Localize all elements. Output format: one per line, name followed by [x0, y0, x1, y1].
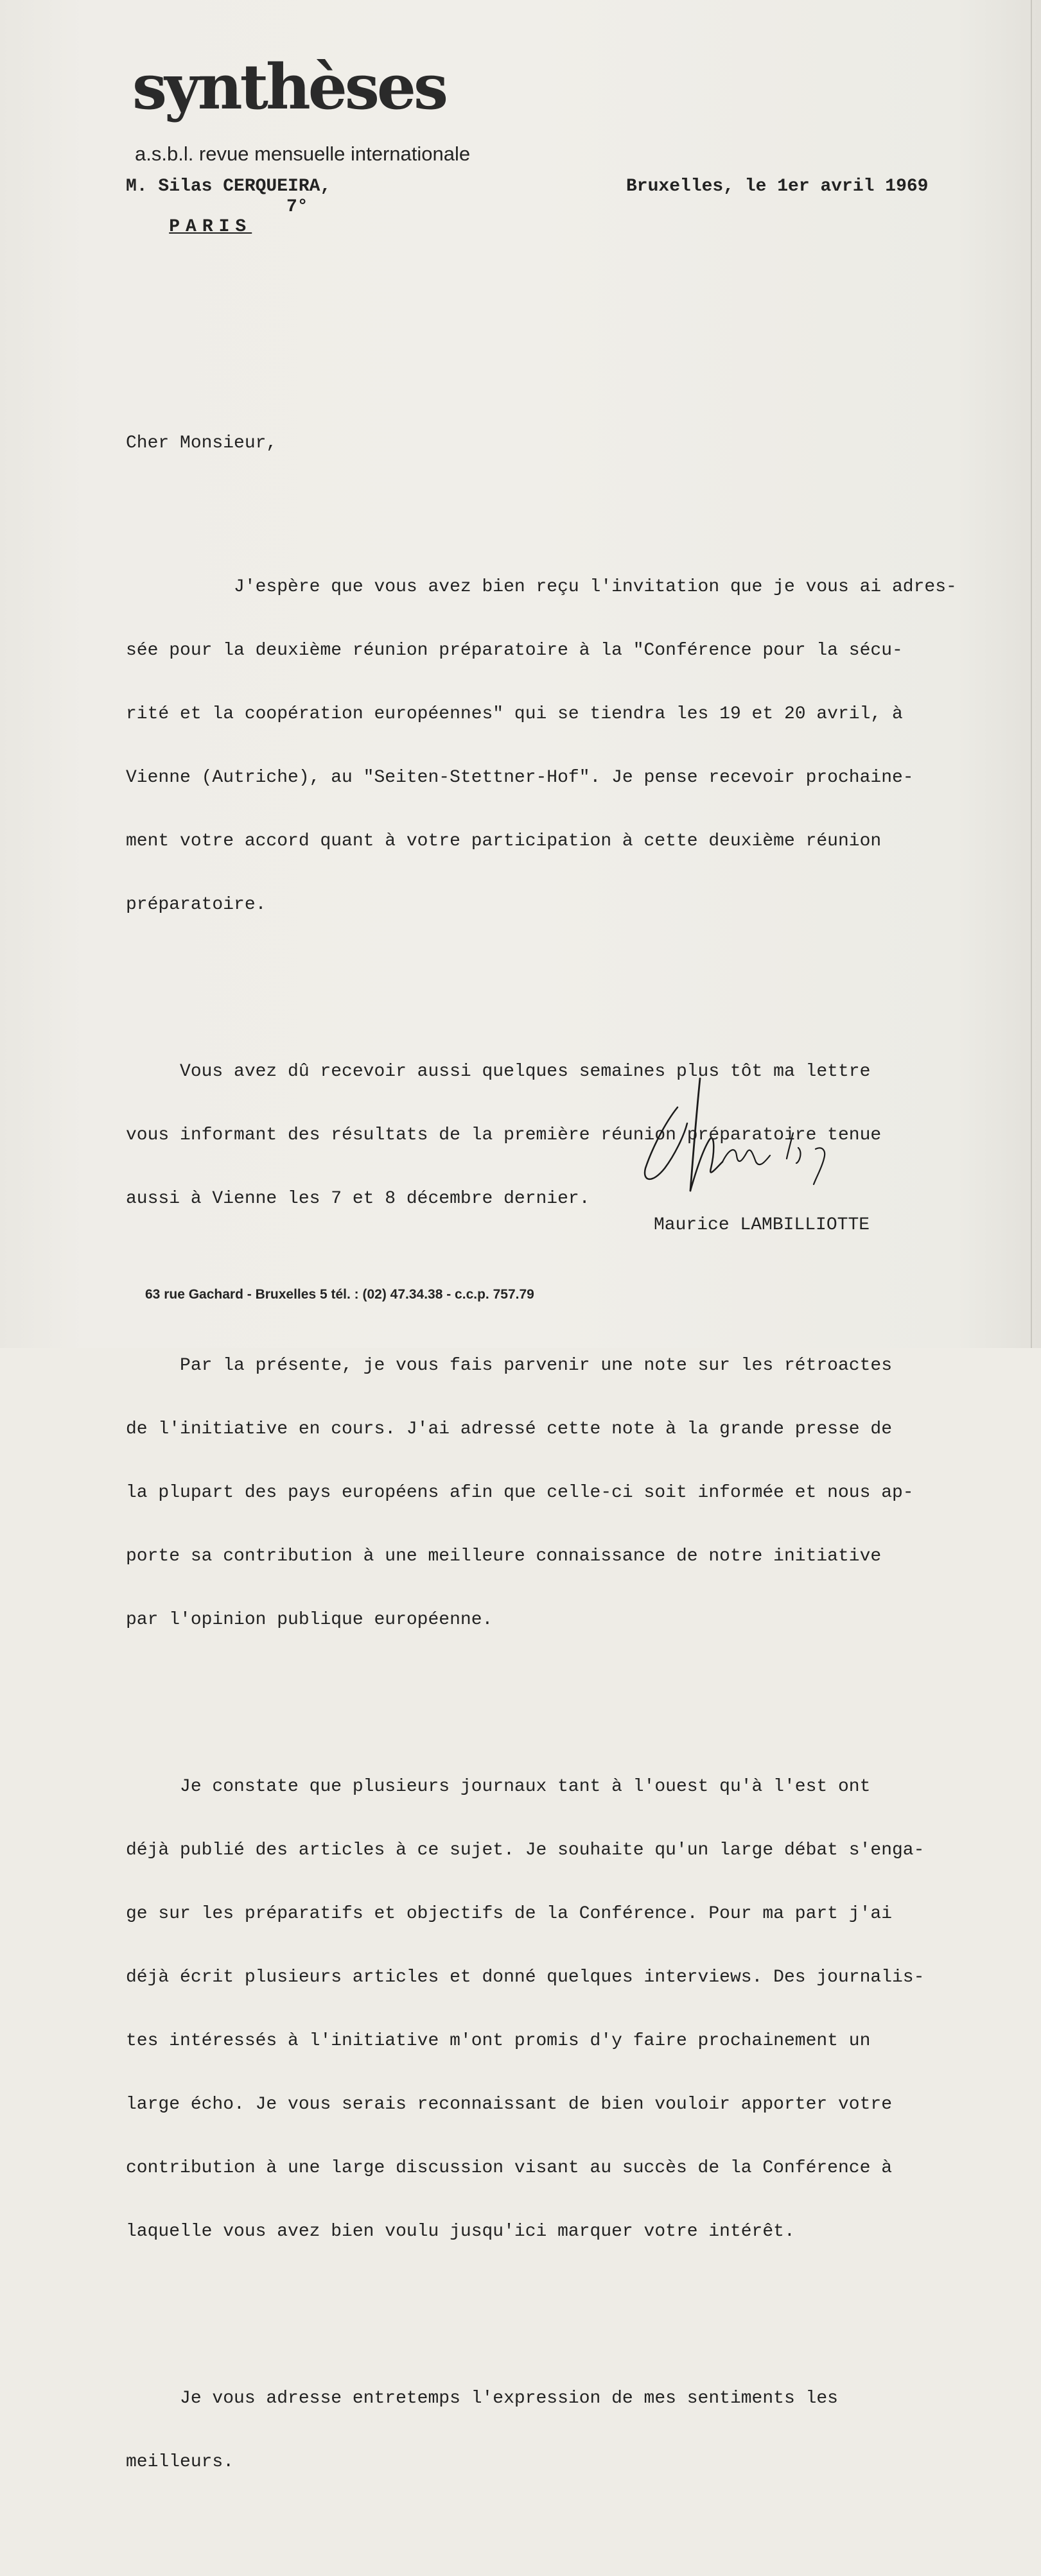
body-line: contribution à une large discussion visant au succès de la Conférence à [126, 2158, 892, 2178]
recipient-arrondissement: 7° [286, 197, 308, 217]
letterhead-tagline: a.s.b.l. revue mensuelle internationale [135, 143, 471, 165]
body-line: sée pour la deuxième réunion préparatoire à la "Conférence pour la sécu- [126, 641, 903, 661]
body-line: ge sur les préparatifs et objectifs de la Conférence. Pour ma part j'ai [126, 1904, 892, 1924]
salutation: Cher Monsieur, [126, 433, 277, 453]
body-line: déjà écrit plusieurs articles et donné quelques interviews. Des journalis- [126, 1967, 925, 1987]
body-line: déjà publié des articles à ce sujet. Je souhaite qu'un large débat s'enga- [126, 1840, 925, 1860]
body-line: meilleurs. [126, 2452, 234, 2472]
paragraph [126, 534, 1012, 958]
paragraph [126, 1734, 1012, 2285]
body-line: Vienne (Autriche), au "Seiten-Stettner-Hof". Je pense recevoir prochaine- [126, 768, 914, 788]
recipient-name: M. Silas CERQUEIRA, [126, 177, 331, 196]
handwritten-signature [639, 1072, 857, 1213]
body-line: vous informant des résultats de la première réunion préparatoire tenue [126, 1125, 882, 1145]
dateline: Bruxelles, le 1er avril 1969 [626, 177, 929, 196]
body-line: large écho. Je vous serais reconnaissant de bien vouloir apporter votre [126, 2095, 892, 2114]
body-line: rité et la coopération européennes" qui se tiendra les 19 et 20 avril, à [126, 704, 903, 724]
paragraph [126, 1313, 1012, 1673]
body-line: de l'initiative en cours. J'ai adressé cette note à la grande presse de [126, 1419, 892, 1439]
body-line: Par la présente, je vous fais parvenir une note sur les rétroactes [126, 1356, 892, 1376]
signer-name: Maurice LAMBILLIOTTE [654, 1215, 870, 1235]
body-line: préparatoire. [126, 895, 267, 915]
body-line: la plupart des pays européens afin que celle-ci soit informée et nous ap- [126, 1483, 914, 1503]
body-line: J'espère que vous avez bien reçu l'invitation que je vous ai adres- [126, 577, 957, 597]
letterhead-footer: 63 rue Gachard - Bruxelles 5 tél. : (02) 47.34.38 - c.c.p. 757.79 [145, 1287, 534, 1302]
body-line: Je vous adresse entretemps l'expression de mes sentiments les [126, 2389, 838, 2408]
body-line: aussi à Vienne les 7 et 8 décembre dernier. [126, 1189, 590, 1209]
recipient-city: PARIS [169, 217, 252, 237]
body-line: laquelle vous avez bien voulu jusqu'ici marquer votre intérêt. [126, 2222, 795, 2242]
body-line: ment votre accord quant à votre participation à cette deuxième réunion [126, 831, 882, 851]
letter-body [126, 494, 1012, 2576]
body-line: Je constate que plusieurs journaux tant à l'ouest qu'à l'est ont [126, 1777, 871, 1797]
paragraph [126, 1019, 1012, 1252]
body-line: Vous avez dû recevoir aussi quelques semaines plus tôt ma lettre [126, 1062, 871, 1082]
body-line: par l'opinion publique européenne. [126, 1610, 493, 1630]
body-line: porte sa contribution à une meilleure connaissance de notre initiative [126, 1546, 882, 1566]
letterhead-title: synthèses [132, 51, 446, 123]
paragraph [126, 2346, 1012, 2515]
page-edge [1031, 0, 1032, 1348]
body-line: tes intéressés à l'initiative m'ont promis d'y faire prochainement un [126, 2031, 871, 2051]
recipient-city-row [126, 197, 252, 257]
